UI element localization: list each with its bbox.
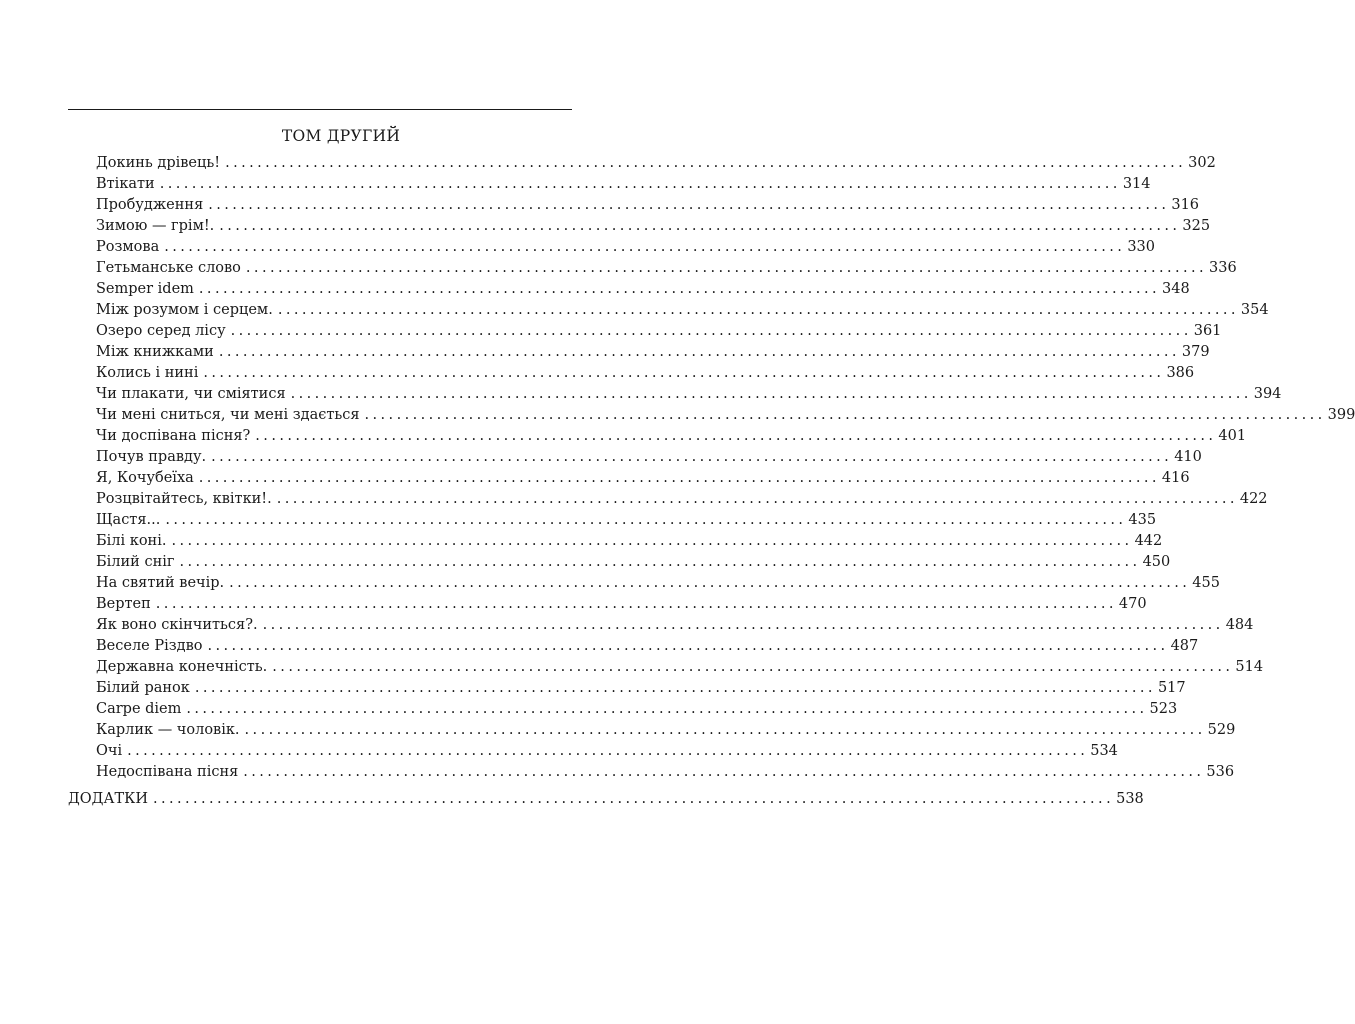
toc-entry bbox=[96, 447, 1202, 468]
toc-entry bbox=[96, 678, 1186, 699]
toc-entry-page: 422 bbox=[1239, 491, 1268, 507]
toc-entry-page: 514 bbox=[1235, 659, 1264, 675]
toc-entry bbox=[96, 720, 1236, 741]
toc-entry bbox=[96, 552, 1171, 573]
toc-leader-dots: ........................................................................................................................ bbox=[159, 176, 1121, 192]
toc-entry-page: 348 bbox=[1162, 281, 1190, 297]
toc-leader-dots: ........................................................................................................................ bbox=[218, 344, 1180, 360]
toc-entry-title: На святий вечір. bbox=[96, 575, 225, 591]
toc-entry-page: 316 bbox=[1171, 197, 1200, 213]
toc-leader-dots: ........................................................................................................................ bbox=[229, 575, 1191, 591]
toc-entry bbox=[96, 279, 1190, 300]
toc-entry-title: Чи мені сниться, чи мені здається bbox=[96, 407, 360, 423]
toc-list bbox=[96, 153, 1355, 783]
toc-entry bbox=[96, 342, 1210, 363]
toc-leader-dots: ........................................................................................................................ bbox=[165, 512, 1127, 528]
toc-entry-page: 534 bbox=[1090, 743, 1118, 759]
toc-entry-page: 314 bbox=[1122, 176, 1151, 192]
toc-entry-page: 517 bbox=[1157, 680, 1186, 696]
toc-entry-page: 529 bbox=[1207, 722, 1236, 738]
toc-leader-dots: ........................................................................................................................ bbox=[255, 428, 1217, 444]
toc-entry-page: 336 bbox=[1209, 260, 1237, 276]
toc-entry bbox=[96, 636, 1199, 657]
toc-leader-dots: ........................................................................................................................ bbox=[203, 365, 1165, 381]
toc-entry-title: Докинь дрівець! bbox=[96, 155, 221, 171]
toc-leader-dots: ........................................................................................................................ bbox=[262, 617, 1224, 633]
toc-entry-page: 354 bbox=[1240, 302, 1269, 318]
toc-entry-title: Державна конечність. bbox=[96, 659, 268, 675]
toc-entry-page: 399 bbox=[1327, 407, 1355, 423]
toc-entry bbox=[96, 531, 1163, 552]
toc-entry bbox=[96, 405, 1355, 426]
toc-entry bbox=[96, 699, 1178, 720]
toc-leader-dots: ........................................................................................................................ bbox=[245, 260, 1208, 276]
toc-entry-page: 386 bbox=[1166, 365, 1195, 381]
toc-entry-title: Почув правду. bbox=[96, 449, 207, 465]
toc-entry-page: 487 bbox=[1170, 638, 1199, 654]
toc-entry bbox=[96, 384, 1282, 405]
toc-leader-dots: ........................................................................................................................ bbox=[207, 638, 1169, 654]
toc-entry-title: Між розумом і серцем. bbox=[96, 302, 273, 318]
toc-entry-page: 394 bbox=[1253, 386, 1282, 402]
toc-entry-page: 401 bbox=[1218, 428, 1247, 444]
toc-entry-title: Карлик — чоловік. bbox=[96, 722, 240, 738]
toc-leader-dots: ........................................................................................................................ bbox=[276, 491, 1238, 507]
toc-entry-page: 435 bbox=[1128, 512, 1157, 528]
toc-entry-title: Щастя... bbox=[96, 512, 161, 528]
toc-entry-title: Недоспівана пісня bbox=[96, 764, 239, 780]
toc-entry-title: Очі bbox=[96, 743, 123, 759]
toc-leader-dots: ........................................................................................................................ bbox=[211, 449, 1173, 465]
toc-leader-dots: ........................................................................................................................ bbox=[243, 764, 1205, 780]
toc-entry bbox=[96, 195, 1200, 216]
toc-entry bbox=[96, 153, 1216, 174]
toc-leader-dots: ........................................................................................................................ bbox=[171, 533, 1133, 549]
toc-entry-title: Carpe diem bbox=[96, 701, 182, 717]
toc-leader-dots: ........................................................................................................................ bbox=[208, 197, 1170, 213]
toc-entry-title: Розцвітайтесь, квітки!. bbox=[96, 491, 272, 507]
toc-entry-page: 470 bbox=[1118, 596, 1147, 612]
toc-leader-dots: ........................................................................................................................ bbox=[194, 680, 1156, 696]
toc-entry bbox=[96, 174, 1151, 195]
toc-entry bbox=[96, 741, 1118, 762]
toc-entry bbox=[96, 300, 1269, 321]
toc-entry bbox=[96, 426, 1247, 447]
toc-entry-page: 536 bbox=[1206, 764, 1235, 780]
toc-entry-page: 361 bbox=[1193, 323, 1222, 339]
header-rule bbox=[68, 109, 572, 110]
toc-leader-dots: ........................................................................................................................ bbox=[225, 155, 1187, 171]
toc-leader-dots: ........................................................................................................................ bbox=[290, 386, 1252, 402]
toc-entry-page: 325 bbox=[1182, 218, 1211, 234]
toc-entry-title: Чи доспівана пісня? bbox=[96, 428, 251, 444]
toc-entry-page: 455 bbox=[1192, 575, 1220, 591]
toc-entry bbox=[96, 363, 1195, 384]
toc-entry bbox=[96, 510, 1157, 531]
toc-entry-page: 450 bbox=[1142, 554, 1171, 570]
toc-entry bbox=[96, 489, 1268, 510]
toc-entry-title: Я, Кочубеїха bbox=[96, 470, 194, 486]
toc-entry-title: Гетьманське слово bbox=[96, 260, 241, 276]
toc-entry bbox=[96, 468, 1190, 489]
toc-entry-title: Semper idem bbox=[96, 281, 194, 297]
toc-leader-dots: ........................................................................................................................ bbox=[179, 554, 1141, 570]
toc-entry-page: 442 bbox=[1134, 533, 1163, 549]
toc-entry-page: 538 bbox=[1116, 791, 1144, 807]
toc-entry bbox=[96, 321, 1222, 342]
toc-entry-title: Зимою — грім!. bbox=[96, 218, 215, 234]
toc-entry-title: Колись і нині bbox=[96, 365, 199, 381]
toc-leader-dots: ........................................................................................................................ bbox=[164, 239, 1126, 255]
toc-leader-dots: ........................................................................................................................ bbox=[198, 281, 1161, 297]
toc-entry-page: 416 bbox=[1161, 470, 1190, 486]
toc-leader-dots: ........................................................................................................................ bbox=[186, 701, 1148, 717]
toc-entry-title: Вертеп bbox=[96, 596, 151, 612]
toc-leader-dots: ........................................................................................................................ bbox=[127, 743, 1089, 759]
toc-entry-title: Втікати bbox=[96, 176, 155, 192]
toc-entry bbox=[96, 573, 1220, 594]
toc-entry-title: ДОДАТКИ bbox=[68, 791, 148, 807]
toc-entry bbox=[96, 615, 1254, 636]
toc-entry-title: Розмова bbox=[96, 239, 160, 255]
toc-entry-title: Між книжками bbox=[96, 344, 214, 360]
toc-entry bbox=[96, 216, 1211, 237]
toc-entry-title: Веселе Різдво bbox=[96, 638, 203, 654]
toc-entry-page: 302 bbox=[1188, 155, 1216, 171]
toc-entry bbox=[96, 657, 1264, 678]
toc-leader-dots: ........................................................................................................................ bbox=[244, 722, 1206, 738]
toc-leader-dots: ........................................................................................................................ bbox=[152, 791, 1115, 807]
toc-entry-title: Білі коні. bbox=[96, 533, 167, 549]
toc-leader-dots: ........................................................................................................................ bbox=[277, 302, 1239, 318]
toc-leader-dots: ........................................................................................................................ bbox=[230, 323, 1192, 339]
toc-leader-dots: ........................................................................................................................ bbox=[155, 596, 1117, 612]
toc-leader-dots: ........................................................................................................................ bbox=[219, 218, 1181, 234]
toc-entry-page: 379 bbox=[1181, 344, 1210, 360]
toc-entry-title: Як воно скінчиться?. bbox=[96, 617, 258, 633]
toc-entry bbox=[96, 258, 1237, 279]
toc-entry bbox=[96, 594, 1147, 615]
toc-entry-title: Чи плакати, чи сміятися bbox=[96, 386, 286, 402]
toc-entry-title: Білий сніг bbox=[96, 554, 175, 570]
toc-entry bbox=[96, 762, 1235, 783]
toc-leader-dots: ........................................................................................................................ bbox=[272, 659, 1234, 675]
toc-entry-appendix bbox=[68, 789, 1144, 810]
toc-entry-page: 330 bbox=[1127, 239, 1156, 255]
toc-entry-title: Озеро серед лісу bbox=[96, 323, 226, 339]
toc-leader-dots: ........................................................................................................................ bbox=[198, 470, 1160, 486]
toc-entry-page: 523 bbox=[1149, 701, 1178, 717]
toc-entry-page: 484 bbox=[1225, 617, 1254, 633]
volume-title: ТОМ ДРУГИЙ bbox=[281, 127, 401, 145]
toc-entry-title: Пробудження bbox=[96, 197, 204, 213]
toc-entry-title: Білий ранок bbox=[96, 680, 190, 696]
toc-entry bbox=[96, 237, 1156, 258]
toc-entry-page: 410 bbox=[1174, 449, 1202, 465]
toc-leader-dots: ........................................................................................................................ bbox=[364, 407, 1326, 423]
